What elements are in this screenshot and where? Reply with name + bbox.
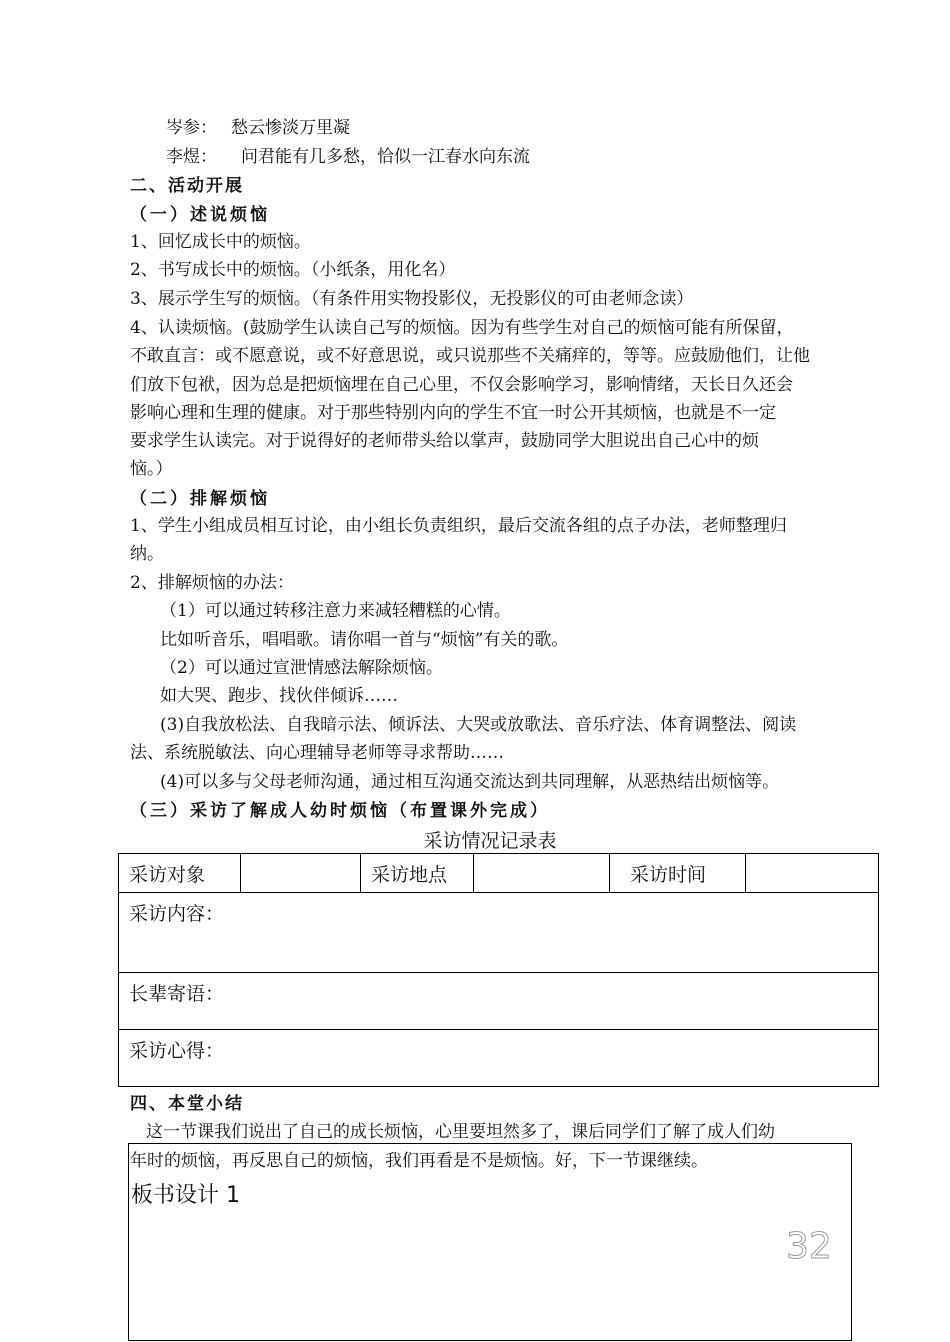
paragraph-line: 恼。） [130,459,173,479]
poem-text: 问君能有几多愁，恰似一江春水向东流 [241,147,530,167]
interview-place-cell[interactable] [474,854,610,893]
method-item: （1）可以通过转移注意力来减轻糟糕的心情。 [160,601,511,621]
method-example: 如大哭、跑步、找伙伴倾诉…… [160,686,398,706]
method-item-cont: 法、系统脱敏法、向心理辅导老师等寻求帮助…… [130,743,504,763]
section-heading: 二、活动开展 [130,176,244,196]
poem-line-2 [166,147,530,167]
interview-subject-label: 采访对象 [119,854,241,893]
interview-time-label: 采访时间 [610,854,746,893]
poem-author: 岑参： [166,118,217,138]
paragraph-line: 不敢直言：或不愿意说，或不好意思说，或只说那些不关痛痒的，等等。应鼓励他们，让他 [130,346,810,366]
subsection-heading: （二）排解烦恼 [130,489,270,509]
interview-content-label: 采访内容： [129,903,225,925]
interview-subject-cell[interactable] [241,854,361,893]
list-item: 3、展示学生写的烦恼。（有条件用实物投影仪，无投影仪的可由老师念读） [130,289,694,309]
method-item: (3)自我放松法、自我暗示法、倾诉法、大哭或放歌法、音乐疗法、体育调整法、阅读 [160,715,797,735]
interview-insight-label: 采访心得： [129,1040,225,1062]
interview-content-cell[interactable] [119,893,879,973]
paragraph-line: 4、认读烦恼。(鼓励学生认读自己写的烦恼。因为有些学生对自己的烦恼可能有所保留， [130,318,794,338]
paragraph-line: 们放下包袱，因为总是把烦恼埋在自己心里，不仅会影响学习，影响情绪，天长日久还会 [130,375,793,395]
paragraph-line: 要求学生认读完。对于说得好的老师带头给以掌声，鼓励同学大胆说出自己心中的烦 [130,431,759,451]
list-item: 2、排解烦恼的办法： [130,573,294,593]
poem-author: 李煜： [166,147,217,167]
subsection-heading: （一）述说烦恼 [130,205,270,225]
paragraph-line: 1、学生小组成员相互讨论，由小组长负责组织，最后交流各组的点子办法，老师整理归 [130,516,787,536]
table-caption: 采访情况记录表 [423,830,557,852]
section-heading: 四、本堂小结 [130,1094,244,1114]
list-item: 2、书写成长中的烦恼。（小纸条，用化名） [130,260,456,280]
poem-text: 愁云惨淡万里凝 [231,118,350,138]
interview-insight-cell[interactable] [119,1030,879,1087]
subsection-heading: （三）采访了解成人幼时烦恼（布置课外完成） [130,801,550,821]
elder-message-label: 长辈寄语： [129,983,225,1005]
elder-message-cell[interactable] [119,973,879,1030]
page-number: 32 [786,1226,832,1267]
interview-record-table [118,853,879,1087]
paragraph-line: 影响心理和生理的健康。对于那些特别内向的学生不宜一时公开其烦恼，也就是不一定 [130,403,776,423]
list-item: 1、回忆成长中的烦恼。 [130,232,311,252]
summary-line: 年时的烦恼，再反思自己的烦恼，我们再看是不是烦恼。好，下一节课继续。 [130,1151,708,1171]
method-item: (4)可以多与父母老师沟通，通过相互沟通交流达到共同理解，从恶热结出烦恼等。 [160,772,780,792]
board-design-box [128,1143,852,1341]
method-example: 比如听音乐，唱唱歌。请你唱一首与“烦恼”有关的歌。 [160,630,569,650]
paragraph-line: 纳。 [130,544,164,564]
summary-line: 这一节课我们说出了自己的成长烦恼，心里要坦然多了，课后同学们了解了成人们幼 [146,1122,775,1142]
board-design-title: 板书设计 1 [131,1183,240,1208]
interview-place-label: 采访地点 [361,854,474,893]
interview-time-cell[interactable] [746,854,879,893]
poem-line-1 [166,118,350,138]
method-item: （2）可以通过宣泄情感法解除烦恼。 [160,658,443,678]
